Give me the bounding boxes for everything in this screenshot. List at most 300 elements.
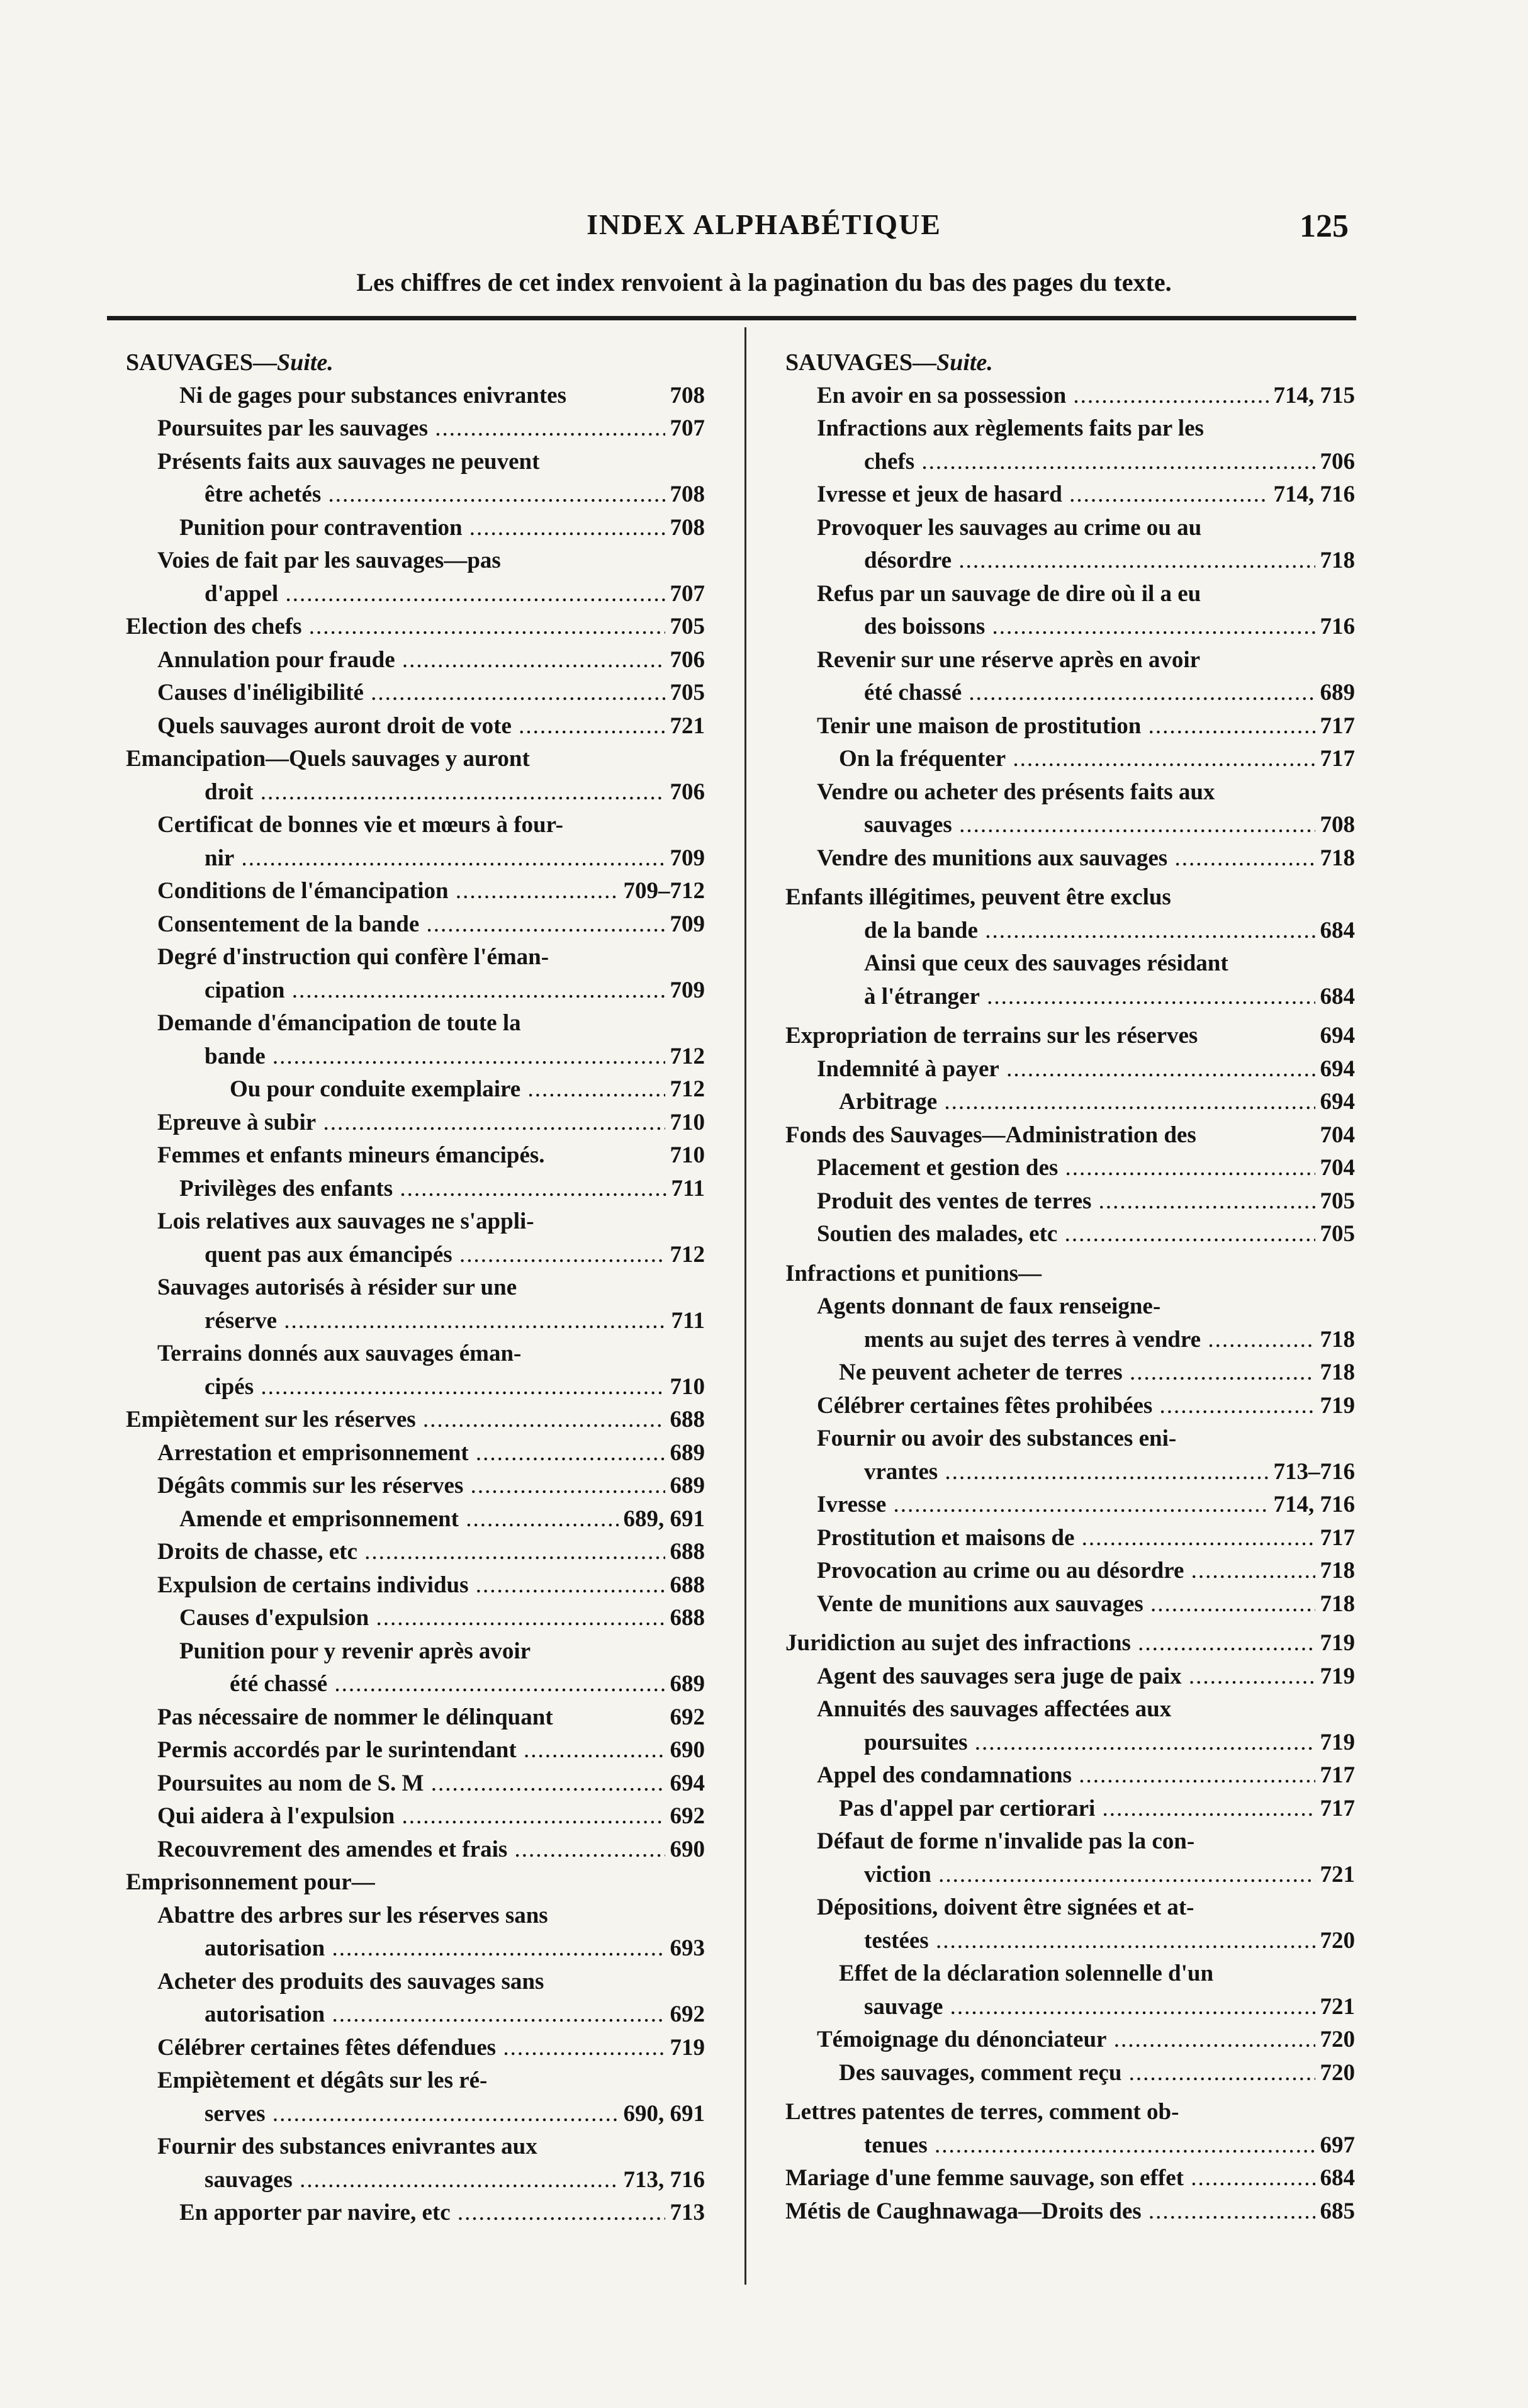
index-entry-text: Punition pour contravention ..... <box>179 515 705 541</box>
index-entry-text: Expulsion de certains individus ..... <box>157 1572 705 1598</box>
index-entry-text: Demande d'émancipation de toute la <box>157 1010 521 1036</box>
index-entry <box>126 809 705 842</box>
index-entry <box>126 1503 705 1536</box>
column-divider <box>744 327 746 2285</box>
index-entry <box>785 1119 1355 1152</box>
page-number: 125 <box>1300 208 1349 244</box>
index-entry-page: 692 <box>665 1998 705 2032</box>
index-entry <box>126 1205 705 1239</box>
index-entry-text: Produit des ventes de terres ..... <box>817 1188 1355 1214</box>
index-entry-text: Présents faits aux sauvages ne peuvent <box>157 448 540 475</box>
index-entry-page: 707 <box>665 578 705 611</box>
index-note: Les chiffres de cet index renvoient à la pagination du bas des pages du texte. <box>356 268 1172 296</box>
index-entry-page: 708 <box>1315 809 1356 842</box>
index-entry <box>785 412 1355 446</box>
index-entry-page: 712 <box>665 1239 705 1272</box>
index-entry <box>126 1437 705 1470</box>
page-header <box>0 208 1528 245</box>
index-entry <box>126 2098 705 2131</box>
index-entry <box>126 743 705 776</box>
index-entry-text: Tenir une maison de prostitution ..... <box>817 713 1355 739</box>
index-entry <box>126 1371 705 1404</box>
index-entry-text: Droits de chasse, etc ..... <box>157 1539 705 1565</box>
index-entry <box>126 578 705 611</box>
index-entry <box>785 1792 1355 1826</box>
index-entry-page: 712 <box>665 1073 705 1106</box>
index-entry-text: Témoignage du dénonciateur ..... <box>817 2027 1355 2052</box>
index-entry-text: Revenir sur une réserve après en avoir <box>817 646 1201 673</box>
index-entry-text: Abattre des arbres sur les réserves sans <box>157 1902 548 1928</box>
index-entry-page: 714, 716 <box>1269 1488 1356 1522</box>
index-entry <box>785 1693 1355 1726</box>
index-entry-text: Infractions aux règlements faits par les <box>817 415 1204 441</box>
index-entry <box>785 346 1355 380</box>
index-entry-page: 712 <box>665 1040 705 1074</box>
index-entry <box>126 842 705 875</box>
index-entry-page: 714, 715 <box>1269 380 1356 413</box>
index-entry-text: Enfants illégitimes, peuvent être exclus <box>785 884 1171 910</box>
index-entry-text: Célébrer certaines fêtes prohibées ..... <box>817 1393 1355 1419</box>
index-entry-page: 688 <box>665 1602 705 1635</box>
index-entry-text: à l'étranger ..... <box>864 984 1355 1010</box>
index-entry-page: 704 <box>1315 1119 1356 1152</box>
index-entry <box>126 2164 705 2197</box>
index-entry <box>126 1998 705 2032</box>
index-entry <box>785 1588 1355 1621</box>
index-entry-page: 688 <box>665 1404 705 1437</box>
index-entry <box>126 2197 705 2230</box>
index-entry <box>126 974 705 1008</box>
index-entry-page: 709 <box>665 908 705 942</box>
index-entry-page: 713 <box>665 2197 705 2230</box>
index-entry <box>126 1932 705 1966</box>
index-entry-text: Poursuites au nom de S. M ..... <box>157 1770 705 1796</box>
index-entry <box>126 644 705 677</box>
index-entry <box>126 677 705 710</box>
index-entry <box>126 512 705 545</box>
index-entry-text: Défaut de forme n'invalide pas la con- <box>817 1828 1195 1854</box>
index-entry-text: sauvage ..... <box>864 1994 1355 2020</box>
index-entry-page: 717 <box>1315 710 1356 743</box>
index-entry <box>126 1040 705 1074</box>
index-entry <box>785 644 1355 677</box>
index-entry-page: 720 <box>1315 2057 1356 2090</box>
index-entry <box>785 2057 1355 2090</box>
index-entry-text: désordre ..... <box>864 548 1355 573</box>
index-entry <box>785 1086 1355 1119</box>
index-entry-page: 719 <box>1315 1390 1356 1423</box>
index-entry <box>785 2129 1355 2163</box>
index-entry-text: Vendre ou acheter des présents faits aux <box>817 779 1215 805</box>
index-entry <box>126 1106 705 1140</box>
index-entry <box>126 875 705 908</box>
index-entry <box>126 1800 705 1833</box>
index-entry <box>126 478 705 512</box>
index-entry <box>785 1825 1355 1859</box>
index-entry-text: Recouvrement des amendes et frais ..... <box>157 1837 705 1862</box>
index-entry-text: viction ..... <box>864 1862 1355 1888</box>
index-entry <box>126 1635 705 1668</box>
index-entry-page: 692 <box>665 1800 705 1833</box>
index-entry-page: 719 <box>665 2032 705 2065</box>
index-entry-page: 706 <box>1315 446 1356 479</box>
index-entry-text: autorisation ..... <box>205 1935 705 1961</box>
index-entry-page: 690 <box>665 1734 705 1767</box>
index-entry-page: 710 <box>665 1106 705 1140</box>
index-entry-text: Causes d'expulsion ..... <box>179 1605 705 1631</box>
index-entry-text: droit ..... <box>205 779 705 805</box>
index-entry-page: 718 <box>1315 1555 1356 1588</box>
index-entry <box>126 1271 705 1305</box>
index-entry-text: être achetés ..... <box>205 481 705 507</box>
index-entry-page: 721 <box>1315 1859 1356 1892</box>
index-entry <box>785 2096 1355 2129</box>
index-entry <box>126 1536 705 1569</box>
index-entry <box>785 1925 1355 1958</box>
index-entry-page: 688 <box>665 1536 705 1569</box>
index-entry-text: Quels sauvages auront droit de vote ..... <box>157 713 705 739</box>
index-entry <box>785 914 1355 948</box>
index-entry-text: poursuites ..... <box>864 1730 1355 1755</box>
index-entry-text: des boissons ..... <box>864 614 1355 639</box>
index-entry-text: Poursuites par les sauvages ..... <box>157 415 705 441</box>
index-entry-page: 718 <box>1315 1588 1356 1621</box>
index-entry-page: 684 <box>1315 914 1356 948</box>
index-entry-page: 709–712 <box>619 875 705 908</box>
index-entry-page: 718 <box>1315 544 1356 578</box>
index-entry <box>785 1991 1355 2024</box>
index-entry-text: Ivresse et jeux de hasard ..... <box>817 481 1355 507</box>
index-entry-text: Provoquer les sauvages au crime ou au <box>817 514 1202 541</box>
index-entry <box>126 908 705 942</box>
index-entry <box>785 610 1355 644</box>
index-entry-page: 689, 691 <box>619 1503 705 1536</box>
index-entry <box>785 446 1355 479</box>
index-entry-text: Emancipation—Quels sauvages y auront <box>126 746 530 772</box>
running-title: INDEX ALPHABÉTIQUE <box>587 208 941 240</box>
index-entry-text: cipation ..... <box>205 977 705 1003</box>
index-entry-text: Acheter des produits des sauvages sans <box>157 1968 544 1994</box>
index-entry <box>785 544 1355 578</box>
index-entry-page: 692 <box>665 1701 705 1735</box>
index-entry-text: Annuités des sauvages affectées aux <box>817 1696 1172 1722</box>
index-entry-text: Vente de munitions aux sauvages ..... <box>817 1591 1355 1617</box>
index-entry-text: Mariage d'une femme sauvage, son effet ..... <box>785 2165 1355 2191</box>
index-entry-text: Ou pour conduite exemplaire ..... <box>230 1076 705 1102</box>
index-entry-text: Ne peuvent acheter de terres ..... <box>839 1359 1355 1385</box>
index-entry <box>126 1734 705 1767</box>
index-entry-page: 720 <box>1315 1925 1356 1958</box>
index-entry-text: testées ..... <box>864 1928 1355 1954</box>
index-entry <box>126 1139 705 1173</box>
index-entry <box>785 881 1355 914</box>
index-entry-page: 718 <box>1315 1356 1356 1390</box>
index-entry <box>126 2130 705 2164</box>
index-entry-page: 711 <box>666 1305 705 1338</box>
index-entry <box>785 1660 1355 1694</box>
index-entry-text: Agents donnant de faux renseigne- <box>817 1293 1161 1319</box>
index-entry <box>785 776 1355 809</box>
index-entry-page: 694 <box>665 1767 705 1801</box>
index-entry <box>785 1759 1355 1792</box>
index-entry <box>126 941 705 974</box>
index-entry-page: 684 <box>1315 981 1356 1014</box>
index-entry-text: Certificat de bonnes vie et mœurs à four- <box>157 812 563 838</box>
index-entry-text: serves ..... <box>205 2101 705 2127</box>
index-entry <box>126 776 705 809</box>
index-entry <box>785 842 1355 875</box>
index-entry <box>126 1866 705 1899</box>
index-entry <box>126 1173 705 1206</box>
index-entry <box>785 710 1355 743</box>
index-entry-page: 685 <box>1315 2195 1356 2229</box>
index-entry-text: Pas nécessaire de nommer le délinquant <box>157 1704 553 1730</box>
index-entry-text: Epreuve à subir ..... <box>157 1110 705 1135</box>
index-entry-text: Dépositions, doivent être signées et at- <box>817 1894 1194 1920</box>
index-entry <box>785 947 1355 981</box>
index-entry-text: Des sauvages, comment reçu ..... <box>839 2060 1355 2086</box>
index-entry-page: 693 <box>665 1932 705 1966</box>
index-entry-page: 706 <box>665 776 705 809</box>
index-entry <box>785 677 1355 710</box>
index-entry-text: Juridiction au sujet des infractions ..... <box>785 1630 1355 1656</box>
index-entry <box>126 1833 705 1867</box>
index-entry-page: 710 <box>665 1139 705 1173</box>
index-entry-page: 705 <box>665 677 705 710</box>
index-entry-text: Arbitrage ..... <box>839 1089 1355 1115</box>
index-entry-page: 697 <box>1315 2129 1356 2163</box>
index-entry-text: cipés ..... <box>205 1374 705 1400</box>
index-entry-text: Voies de fait par les sauvages—pas <box>157 548 501 573</box>
index-entry <box>126 1701 705 1735</box>
index-entry-page: 718 <box>1315 842 1356 875</box>
index-entry-page: 704 <box>1315 1152 1356 1185</box>
index-entry-page: 714, 716 <box>1269 478 1356 512</box>
index-entry-text: Annulation pour fraude ..... <box>157 647 705 673</box>
index-entry <box>785 1957 1355 1991</box>
index-entry-text: Indemnité à payer ..... <box>817 1056 1355 1082</box>
index-entry-text: Ivresse ..... <box>817 1492 1355 1517</box>
index-entry-text: Emprisonnement pour— <box>126 1869 375 1895</box>
index-entry <box>785 1020 1355 1053</box>
index-entry-page: 709 <box>665 974 705 1008</box>
index-entry <box>126 2032 705 2065</box>
index-entry-text: nir ..... <box>205 845 705 871</box>
index-entry-text: Provocation au crime ou au désordre ..... <box>817 1558 1355 1584</box>
index-entry-text: Empiètement sur les réserves ..... <box>126 1407 705 1432</box>
index-entry <box>785 2162 1355 2195</box>
index-entry-text: Refus par un sauvage de dire où il a eu <box>817 580 1201 607</box>
index-entry <box>126 1007 705 1040</box>
index-entry <box>785 2195 1355 2229</box>
index-entry <box>126 1404 705 1437</box>
index-entry <box>785 1891 1355 1925</box>
index-entry-text: Sauvages autorisés à résider sur une <box>157 1274 517 1300</box>
index-entry-text: Fonds des Sauvages—Administration des <box>785 1122 1196 1148</box>
index-entry-text: réserve ..... <box>205 1308 705 1334</box>
index-entry-page: 706 <box>665 644 705 677</box>
index-entry-text: Femmes et enfants mineurs émancipés. <box>157 1142 545 1168</box>
index-entry-page: 708 <box>665 380 705 413</box>
index-entry-page: 716 <box>1315 610 1356 644</box>
right-column <box>785 346 1355 2228</box>
index-entry <box>785 743 1355 776</box>
index-entry-text: de la bande ..... <box>864 918 1355 943</box>
index-entry <box>785 1290 1355 1324</box>
index-entry-text: Arrestation et emprisonnement ..... <box>157 1440 705 1466</box>
index-entry <box>785 1456 1355 1489</box>
index-entry-page: 719 <box>1315 1726 1356 1760</box>
index-entry-text: Fournir des substances enivrantes aux <box>157 2134 537 2159</box>
index-entry-text: bande ..... <box>205 1044 705 1069</box>
index-entry-text: Soutien des malades, etc ..... <box>817 1221 1355 1247</box>
index-entry-text: Placement et gestion des ..... <box>817 1155 1355 1181</box>
index-entry <box>785 578 1355 611</box>
index-entry-text: Causes d'inéligibilité ..... <box>157 680 705 706</box>
index-entry <box>785 478 1355 512</box>
index-entry-page: 710 <box>665 1371 705 1404</box>
index-entry <box>126 1305 705 1338</box>
index-entry-text: chefs ..... <box>864 449 1355 475</box>
index-entry-page: 721 <box>1315 1991 1356 2024</box>
index-entry-page: 708 <box>665 512 705 545</box>
index-entry <box>126 1668 705 1701</box>
index-entry <box>785 1555 1355 1588</box>
index-entry-page: 717 <box>1315 1792 1356 1826</box>
index-entry <box>785 1422 1355 1456</box>
index-entry-page: 689 <box>665 1668 705 1701</box>
index-entry <box>785 1324 1355 1357</box>
index-entry-text: sauvages ..... <box>205 2167 705 2193</box>
index-entry-page: 719 <box>1315 1627 1356 1660</box>
index-entry-text: autorisation ..... <box>205 2001 705 2027</box>
index-entry-text: Election des chefs ..... <box>126 614 705 639</box>
index-entry-text: Pas d'appel par certiorari ..... <box>839 1796 1355 1821</box>
index-entry-text: été chassé ..... <box>230 1671 705 1697</box>
index-entry <box>126 710 705 743</box>
index-entry <box>126 1239 705 1272</box>
index-entry-text: Consentement de la bande ..... <box>157 911 705 937</box>
index-entry <box>785 1053 1355 1086</box>
index-entry <box>126 1966 705 1999</box>
index-entry <box>785 380 1355 413</box>
index-entry <box>126 346 705 380</box>
index-entry-page: 694 <box>1315 1086 1356 1119</box>
index-entry <box>785 1218 1355 1251</box>
index-entry-text: Privilèges des enfants ..... <box>179 1176 705 1201</box>
index-entry-page: 705 <box>1315 1218 1356 1251</box>
index-entry <box>126 544 705 578</box>
index-entry-page: 694 <box>1315 1053 1356 1086</box>
index-entry <box>126 1602 705 1635</box>
index-entry-text: En apporter par navire, etc ..... <box>179 2200 705 2225</box>
index-entry-text: tenues ..... <box>864 2132 1355 2158</box>
index-entry-page: 690 <box>665 1833 705 1867</box>
index-entry <box>126 1073 705 1106</box>
index-entry-text: Amende et emprisonnement ..... <box>179 1506 705 1532</box>
index-entry <box>126 1470 705 1503</box>
index-entry <box>785 512 1355 545</box>
index-entry <box>126 610 705 644</box>
index-entry-text: Empiètement et dégâts sur les ré- <box>157 2068 488 2093</box>
index-entry-page: 713, 716 <box>619 2164 705 2197</box>
index-entry <box>785 809 1355 842</box>
index-entry-text: Punition pour y revenir après avoir <box>179 1638 531 1664</box>
index-entry-page: 720 <box>1315 2023 1356 2057</box>
index-entry-page: 708 <box>665 478 705 512</box>
index-entry-text: Célébrer certaines fêtes défendues ..... <box>157 2035 705 2061</box>
index-entry <box>785 1257 1355 1291</box>
index-entry-page: 690, 691 <box>619 2098 705 2131</box>
index-entry-page: 705 <box>1315 1185 1356 1218</box>
index-entry-text: ments au sujet des terres à vendre ..... <box>864 1327 1355 1353</box>
index-entry-text: Vendre des munitions aux sauvages ..... <box>817 845 1355 871</box>
index-entry <box>126 1899 705 1933</box>
index-entry-text: Terrains donnés aux sauvages éman- <box>157 1341 522 1366</box>
index-entry-page: 707 <box>665 412 705 446</box>
index-entry-page: 721 <box>665 710 705 743</box>
index-entry <box>785 1859 1355 1892</box>
index-entry <box>126 380 705 413</box>
index-entry <box>126 1569 705 1602</box>
index-entry-page: 694 <box>1315 1020 1356 1053</box>
index-entry-page: 711 <box>666 1173 705 1206</box>
index-entry-page: 717 <box>1315 743 1356 776</box>
index-entry-page: 705 <box>665 610 705 644</box>
index-entry <box>785 1152 1355 1185</box>
index-entry-text: SAUVAGES— <box>126 349 278 376</box>
index-entry <box>785 1726 1355 1760</box>
index-entry-text: Expropriation de terrains sur les réserves <box>785 1023 1198 1049</box>
index-entry-text: SAUVAGES— <box>785 349 937 376</box>
index-entry-suffix: Suite. <box>277 349 334 376</box>
index-entry-text: En avoir en sa possession ..... <box>817 383 1355 408</box>
index-entry-text: été chassé ..... <box>864 680 1355 706</box>
index-entry <box>785 1488 1355 1522</box>
index-entry-page: 689 <box>665 1437 705 1470</box>
index-entry <box>785 1185 1355 1218</box>
index-entry-page: 689 <box>1315 677 1356 710</box>
index-entry-text: Degré d'instruction qui confère l'éman- <box>157 944 549 970</box>
index-entry-text: Lois relatives aux sauvages ne s'appli- <box>157 1208 534 1234</box>
index-entry-text: On la fréquenter ..... <box>839 746 1355 772</box>
index-entry-text: Conditions de l'émancipation ..... <box>157 878 705 904</box>
index-entry <box>126 1337 705 1371</box>
index-entry <box>126 2064 705 2098</box>
index-entry-suffix: Suite. <box>936 349 993 376</box>
index-entry-text: Lettres patentes de terres, comment ob- <box>785 2099 1179 2125</box>
index-entry <box>785 1522 1355 1555</box>
index-entry-text: Ainsi que ceux des sauvages résidant <box>864 950 1228 976</box>
index-entry-text: Ni de gages pour substances enivrantes <box>179 382 566 408</box>
index-entry-text: Qui aidera à l'expulsion ..... <box>157 1803 705 1829</box>
index-entry-page: 718 <box>1315 1324 1356 1357</box>
index-entry-text: quent pas aux émancipés ..... <box>205 1242 705 1268</box>
index-entry-page: 684 <box>1315 2162 1356 2195</box>
index-entry-text: Métis de Caughnawaga—Droits des ..... <box>785 2198 1355 2224</box>
index-entry <box>785 1356 1355 1390</box>
index-entry <box>785 1390 1355 1423</box>
index-entry-text: vrantes ..... <box>864 1459 1355 1485</box>
index-entry-text: Prostitution et maisons de ..... <box>817 1525 1355 1551</box>
index-entry-text: Permis accordés par le surintendant ..... <box>157 1737 705 1763</box>
index-entry-page: 689 <box>665 1470 705 1503</box>
header-rule <box>107 316 1356 320</box>
index-entry <box>126 446 705 479</box>
index-entry-text: Infractions et punitions— <box>785 1260 1042 1286</box>
index-entry-page: 709 <box>665 842 705 875</box>
index-entry-page: 719 <box>1315 1660 1356 1694</box>
